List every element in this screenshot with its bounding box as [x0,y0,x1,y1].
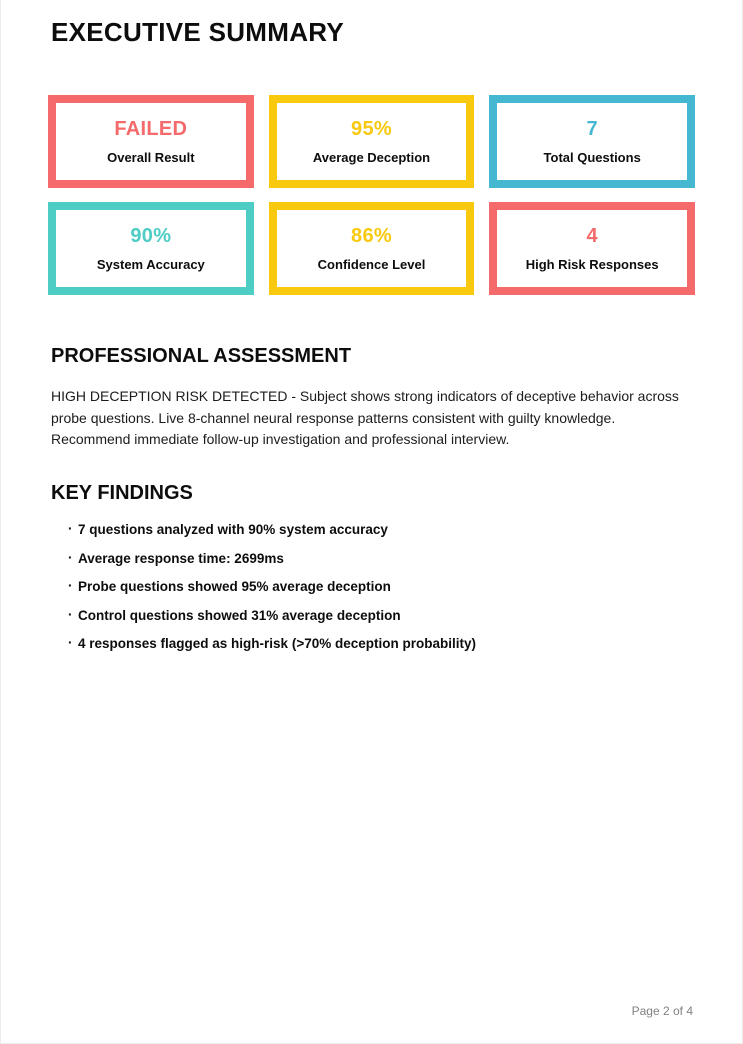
stat-value: 90% [130,225,172,247]
summary-stats-grid [48,95,695,295]
stat-card-overall-result [48,95,254,188]
assessment-body-text: HIGH DECEPTION RISK DETECTED - Subject shows strong indicators of deceptive behavior across probe questions. Live 8-channel neural response patterns consistent with guilty knowledge. Recommend immediate follow-up investigation and professional interview. [51,388,679,447]
page-number: Page 2 of 4 [631,1004,693,1018]
stat-card-total-questions [489,95,695,188]
stat-card-average-deception [269,95,475,188]
stat-label: System Accuracy [96,257,205,272]
stat-value: 86% [351,225,392,247]
finding-item: · 7 questions analyzed with 90% system accuracy [51,522,691,538]
stat-label: Confidence Level [317,257,426,272]
finding-item: · Average response time: 2699ms [51,551,691,567]
finding-item: · Probe questions showed 95% average deception [51,579,691,595]
key-findings-section-heading: KEY FINDINGS [51,482,193,504]
stat-value: 7 [586,118,598,140]
finding-item: · Control questions showed 31% average deception [51,608,691,624]
stat-label: Overall Result [107,150,195,165]
stat-card-confidence-level [269,202,475,295]
stat-label: High Risk Responses [525,257,659,272]
page-title: EXECUTIVE SUMMARY [51,17,345,47]
key-findings-list [51,522,691,665]
stat-value: 95% [351,118,392,140]
stat-card-high-risk-responses [489,202,695,295]
stat-card-system-accuracy [48,202,254,295]
stat-value: FAILED [114,118,188,140]
assessment-section-heading: PROFESSIONAL ASSESSMENT [51,345,352,367]
finding-item: · 4 responses flagged as high-risk (>70% deception probability) [51,636,691,652]
stat-label: Total Questions [543,150,641,165]
stat-label: Average Deception [312,150,431,165]
stat-value: 4 [586,225,598,247]
